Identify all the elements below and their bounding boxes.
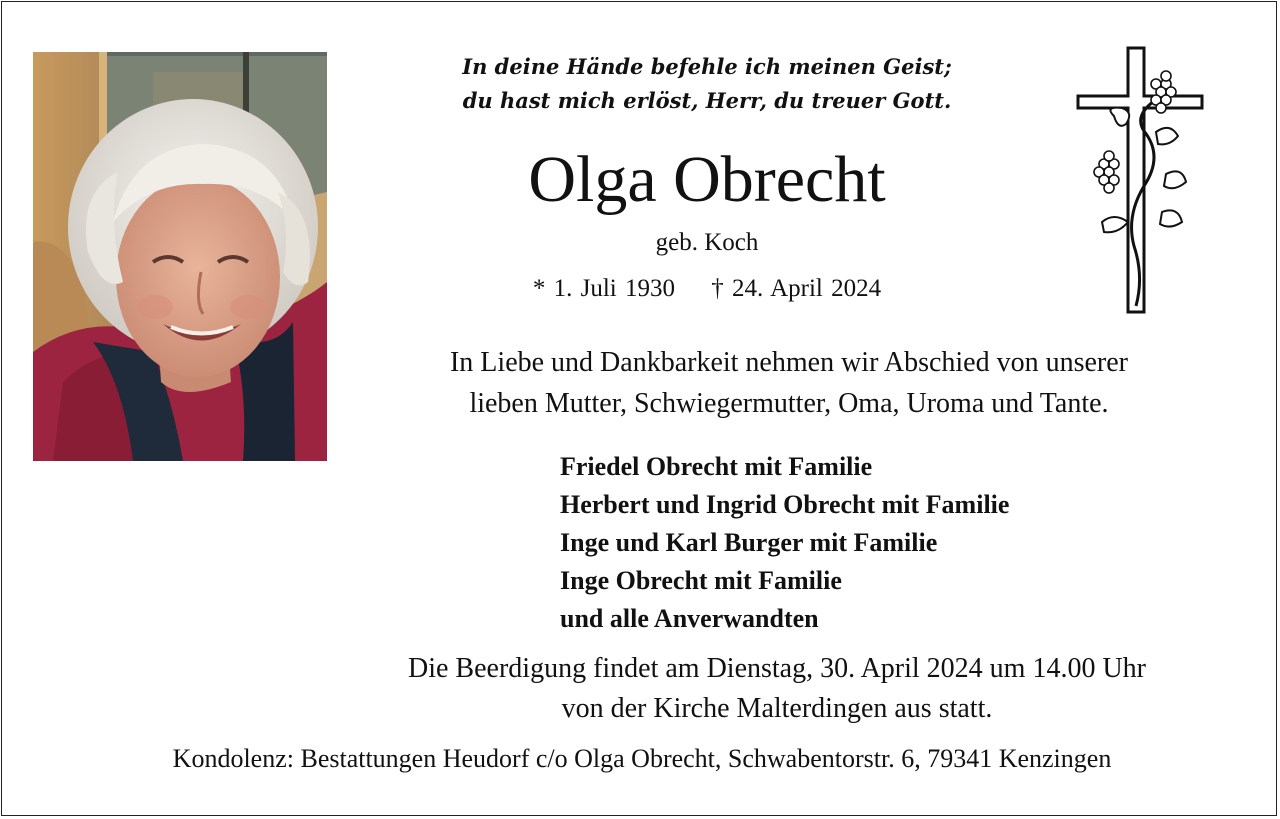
obituary-notice xyxy=(1,1,1277,816)
maiden-name: geb. Koch xyxy=(655,229,759,256)
cross-with-vine-icon xyxy=(1074,46,1206,316)
portrait-photo xyxy=(33,52,327,461)
tribute-line-1: In Liebe und Dankbarkeit nehmen wir Abschied von unserer xyxy=(449,347,1128,378)
death-date: † 24. April 2024 xyxy=(711,275,882,302)
funeral-info xyxy=(292,649,1262,729)
birth-date: * 1. Juli 1930 xyxy=(532,275,675,302)
life-dates xyxy=(402,272,1012,306)
mourner-line: Inge Obrecht mit Familie xyxy=(560,566,842,595)
condolence-address: Kondolenz: Bestattungen Heudorf c/o Olga Obrecht, Schwabentorstr. 6, 79341 Kenzingen xyxy=(172,744,1112,773)
mourners-list xyxy=(560,448,1220,638)
deceased-name: Olga Obrecht xyxy=(528,143,886,216)
mourner-line: Friedel Obrecht mit Familie xyxy=(560,452,873,481)
mourner-line: und alle Anverwandten xyxy=(560,604,819,633)
tribute-line-2: lieben Mutter, Schwiegermutter, Oma, Uroma und Tante. xyxy=(469,388,1109,419)
funeral-line-1: Die Beerdigung findet am Dienstag, 30. April 2024 um 14.00 Uhr xyxy=(408,653,1146,684)
funeral-line-2: von der Kirche Malterdingen aus statt. xyxy=(561,693,993,724)
tribute-text xyxy=(334,342,1244,424)
mourner-line: Inge und Karl Burger mit Familie xyxy=(560,528,938,557)
verse-line-2: du hast mich erlöst, Herr, du treuer Gott. xyxy=(462,88,952,113)
mourner-line: Herbert und Ingrid Obrecht mit Familie xyxy=(560,490,1010,519)
verse-line-1: In deine Hände befehle ich meinen Geist; xyxy=(462,54,952,79)
bible-verse xyxy=(402,50,1012,118)
